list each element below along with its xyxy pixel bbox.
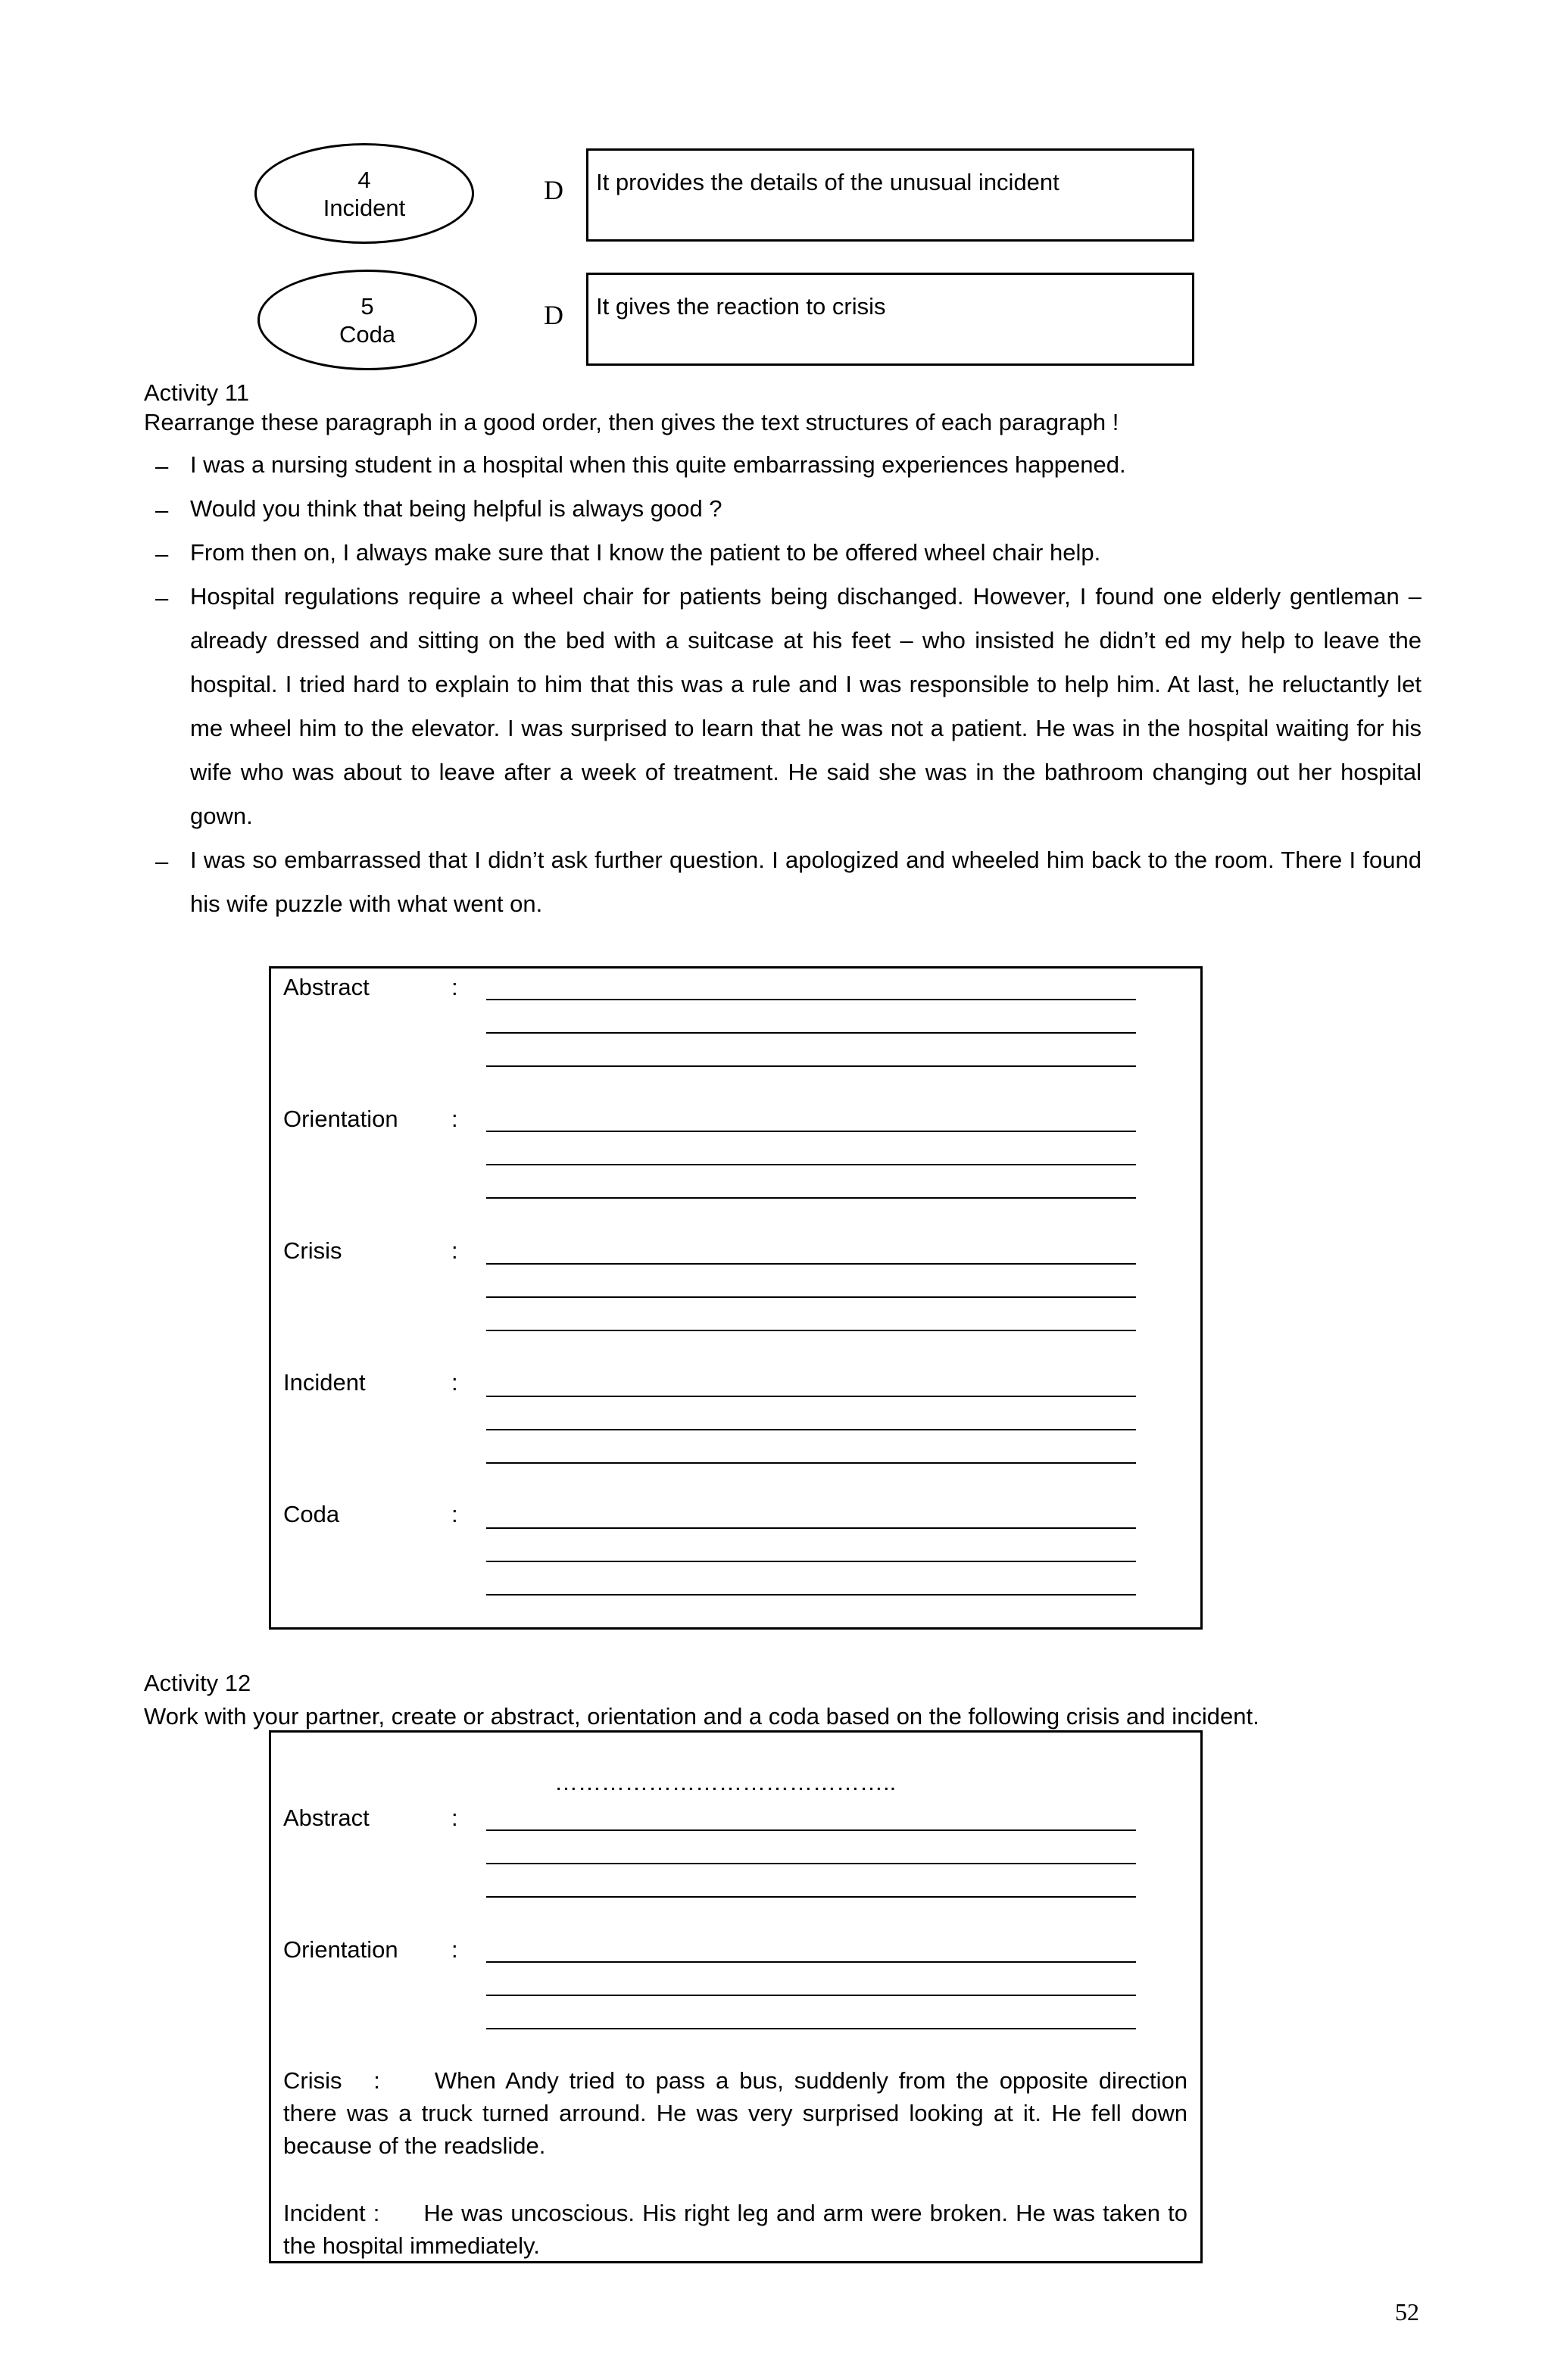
activity-11-instruction: Rearrange these paragraph in a good order, then gives the text structures of each paragraph !	[144, 409, 1119, 435]
crisis-text: When Andy tried to pass a bus, suddenly from the opposite direction there was a truck turned arround. He was very surprised looking at it. He fell down because of the readslide.	[283, 2067, 1187, 2159]
ellipse-number: 4	[357, 166, 371, 193]
crisis-label: Crisis :	[283, 2067, 380, 2094]
incident-block	[283, 2197, 1187, 2262]
crisis-block	[283, 2064, 1187, 2162]
answer-line[interactable]	[486, 1065, 1136, 1067]
answer-line[interactable]	[486, 1829, 1136, 1831]
form-colon: :	[451, 1237, 458, 1264]
form-colon: :	[451, 1106, 458, 1132]
answer-line[interactable]	[486, 1561, 1136, 1562]
activity-12-instruction: Work with your partner, create or abstract, orientation and a coda based on the following crisis and incident.	[144, 1703, 1259, 1730]
answer-line[interactable]	[486, 1164, 1136, 1165]
answer-line[interactable]	[486, 1131, 1136, 1132]
form-colon: :	[451, 1501, 458, 1527]
answer-line[interactable]	[486, 2028, 1136, 2029]
ellipse-name: Coda	[339, 320, 396, 348]
activity-11-title: Activity 11	[144, 379, 249, 406]
answer-line[interactable]	[486, 1429, 1136, 1430]
form-colon: :	[451, 1369, 458, 1396]
answer-line[interactable]	[486, 1527, 1136, 1529]
ellipse-number: 5	[360, 292, 374, 320]
answer-line[interactable]	[486, 1032, 1136, 1034]
answer-line[interactable]	[486, 1594, 1136, 1596]
form-label-orientation: Orientation	[283, 1106, 398, 1132]
page-number: 52	[1395, 2298, 1419, 2325]
answer-line[interactable]	[486, 1896, 1136, 1898]
answer-line[interactable]	[486, 1863, 1136, 1864]
answer-line[interactable]	[486, 1263, 1136, 1265]
form-label-coda: Coda	[283, 1501, 340, 1527]
form-colon: :	[451, 1936, 458, 1963]
form-label-orientation: Orientation	[283, 1936, 398, 1963]
definition-text: It gives the reaction to crisis	[596, 293, 886, 320]
story-paragraph: I was a nursing student in a hospital when this quite embarrassing experiences happened.	[190, 451, 1126, 478]
answer-line[interactable]	[486, 1197, 1136, 1199]
answer-line[interactable]	[486, 1330, 1136, 1331]
ellipse-name: Incident	[323, 194, 406, 221]
story-paragraph: I was so embarrassed that I didn’t ask further question. I apologized and wheeled him back to the room. There I found his wife puzzle with what went on.	[190, 847, 1421, 917]
answer-line[interactable]	[486, 1462, 1136, 1464]
activity-12-title: Activity 12	[144, 1670, 251, 1696]
answer-letter: D	[544, 300, 563, 330]
definition-box	[586, 273, 1194, 366]
dash-bullet: –	[155, 453, 169, 479]
definition-box	[586, 148, 1194, 242]
answer-line[interactable]	[486, 1995, 1136, 1996]
story-paragraph: From then on, I always make sure that I know the patient to be offered wheel chair help.	[190, 539, 1101, 566]
form-label-incident: Incident	[283, 1369, 366, 1396]
dash-bullet: –	[155, 497, 169, 523]
form-label-abstract: Abstract	[283, 1804, 370, 1831]
incident-text: He was uncoscious. His right leg and arm were broken. He was taken to the hospital immediately.	[283, 2200, 1187, 2259]
structure-ellipse-incident	[254, 143, 474, 244]
form-label-crisis: Crisis	[283, 1237, 342, 1264]
activity-12-answer-frame	[269, 1730, 1203, 2263]
answer-line[interactable]	[486, 1961, 1136, 1963]
definition-text: It provides the details of the unusual incident	[596, 169, 1059, 195]
story-paragraph: Would you think that being helpful is always good ?	[190, 495, 722, 522]
form-colon: :	[451, 974, 458, 1000]
dash-bullet: –	[155, 541, 169, 567]
answer-line[interactable]	[486, 999, 1136, 1000]
title-blank-dots[interactable]: ……………………………………..	[554, 1769, 897, 1795]
form-colon: :	[451, 1804, 458, 1831]
answer-line[interactable]	[486, 1396, 1136, 1397]
dash-bullet: –	[155, 585, 169, 611]
story-paragraph: Hospital regulations require a wheel chair for patients being dischanged. However, I found one elderly gentleman – already dressed and sitting on the bed with a suitcase at his feet – who insisted he didn’t ed my help to leave the hospital. I tried hard to explain to him that this was a rule and I was responsible to help him. At last, he reluctantly let me wheel him to the elevator. I was surprised to learn that he was not a patient. He was in the hospital waiting for his wife who was about to leave after a week of treatment. He said she was in the bathroom changing out her hospital gown.	[190, 583, 1421, 829]
incident-label: Incident :	[283, 2200, 380, 2226]
structure-ellipse-coda	[257, 270, 477, 370]
form-label-abstract: Abstract	[283, 974, 370, 1000]
answer-letter: D	[544, 175, 563, 205]
dash-bullet: –	[155, 848, 169, 875]
answer-line[interactable]	[486, 1296, 1136, 1298]
